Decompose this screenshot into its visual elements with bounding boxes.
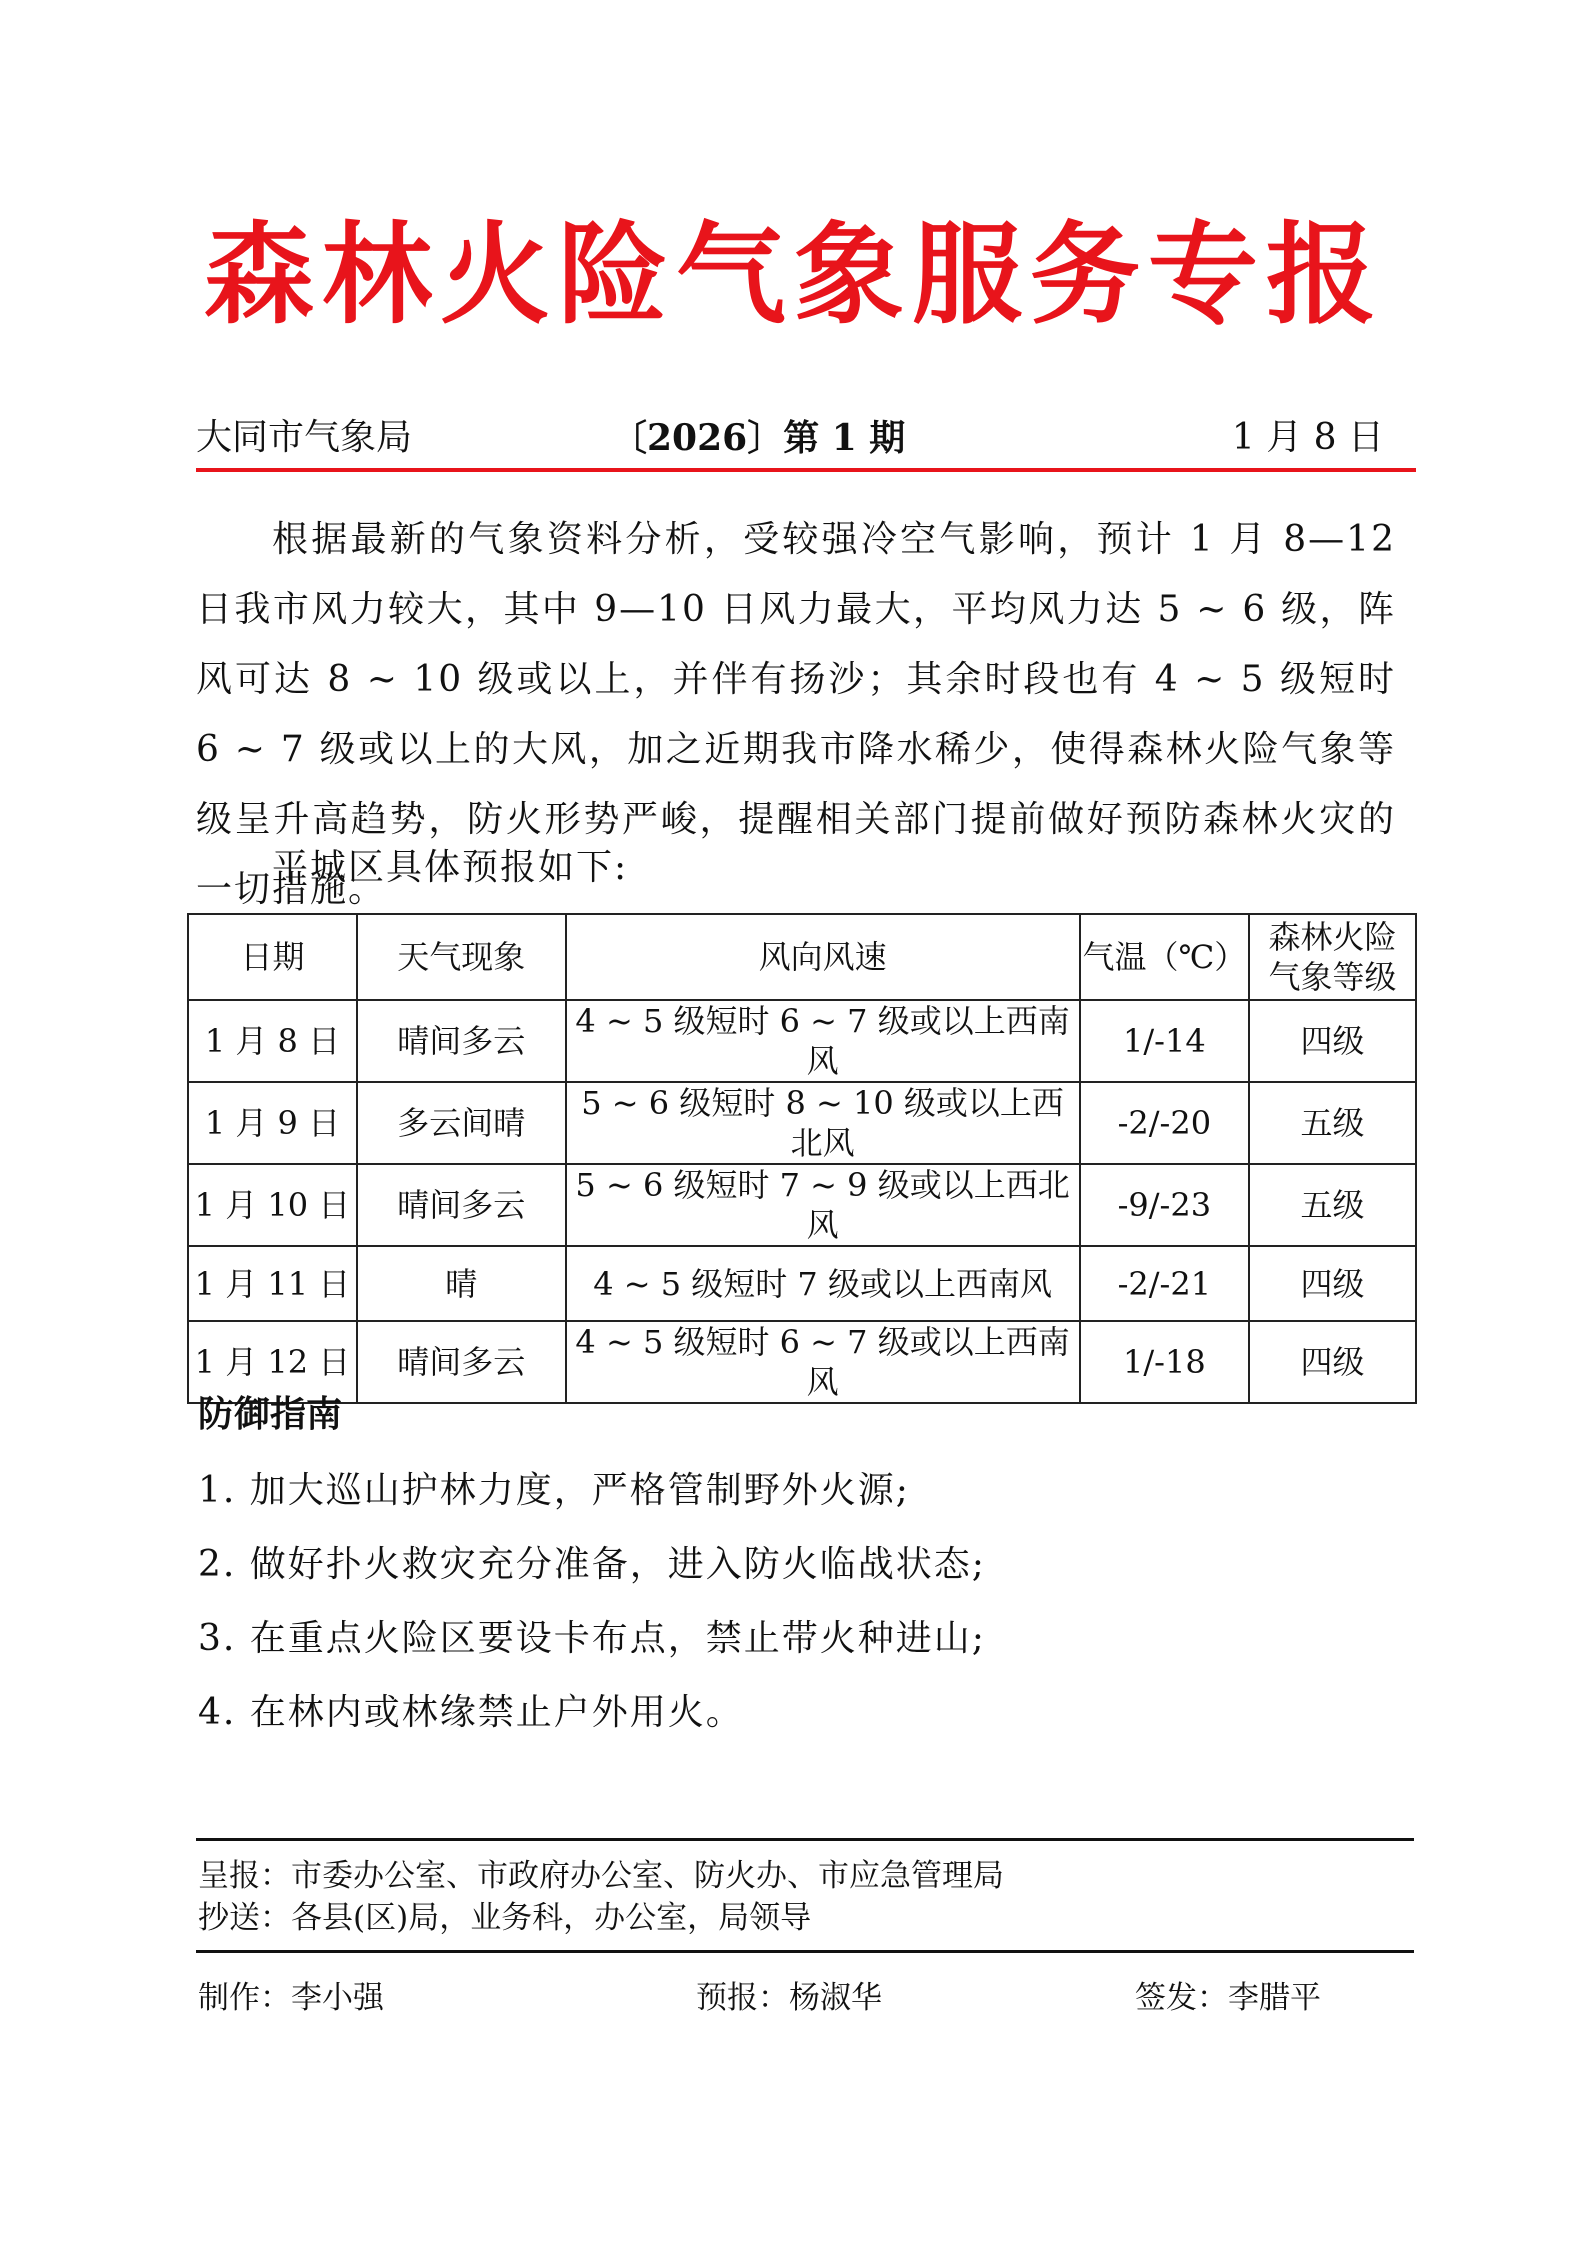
- issue-date: 1 月 8 日: [1231, 417, 1384, 458]
- table-row: [188, 1321, 1416, 1403]
- cell-date: 1 月 12 日: [188, 1321, 357, 1403]
- distribution-bottom-rule: [196, 1950, 1414, 1953]
- issue-number: 〔2026〕第 1 期: [611, 417, 906, 459]
- red-divider: [196, 468, 1416, 472]
- cell-temperature: -2/-20: [1080, 1082, 1249, 1164]
- forecaster-signature: 预报：杨淑华: [696, 1980, 882, 2016]
- forecast-table: [187, 913, 1417, 1404]
- cell-temperature: -2/-21: [1080, 1246, 1249, 1321]
- header-fire-level-line2: 气象等级: [1268, 958, 1397, 996]
- report-title: 森林火险气象服务专报: [204, 211, 1384, 339]
- guide-item: 2. 做好扑火救灾充分准备，进入防火临战状态;: [198, 1544, 986, 1585]
- cell-fire-level: 四级: [1249, 1246, 1416, 1321]
- report-to-line: 呈报：市委办公室、市政府办公室、防火办、市应急管理局: [198, 1858, 1004, 1894]
- table-row: [188, 1164, 1416, 1246]
- cell-wind: 5 ~ 6 级短时 7 ~ 9 级或以上西北风: [566, 1164, 1080, 1246]
- header-wind: 风向风速: [566, 914, 1080, 1000]
- issue-header: [196, 408, 1392, 468]
- cell-wind: 4 ~ 5 级短时 7 级或以上西南风: [566, 1246, 1080, 1321]
- cell-wind: 4 ~ 5 级短时 6 ~ 7 级或以上西南风: [566, 1000, 1080, 1082]
- cell-fire-level: 四级: [1249, 1000, 1416, 1082]
- copy-to-line: 抄送：各县(区)局，业务科，办公室，局领导: [198, 1900, 812, 1936]
- intro-paragraph: 根据最新的气象资料分析，受较强冷空气影响，预计 1 月 8—12 日我市风力较大，其中 9—10 日风力最大，平均风力达 5 ~ 6 级，阵风可达 8 ~ 10 级或以上，并伴有扬沙；其余时段也有 4 ~ 5 级短时 6 ~ 7 级或以上的大风，加之近期我市降水稀少，使得森林火险气象等级呈升高趋势，防火形势严峻，提醒相关部门提前做好预防森林火灾的一切措施。: [196, 519, 1396, 910]
- cell-weather: 晴间多云: [357, 1321, 566, 1403]
- header-fire-level: [1249, 914, 1416, 1000]
- forecast-subheading: 平城区具体预报如下:: [272, 847, 629, 888]
- distribution-top-rule: [196, 1838, 1414, 1841]
- cell-fire-level: 五级: [1249, 1082, 1416, 1164]
- cell-temperature: 1/-14: [1080, 1000, 1249, 1082]
- issuer-signature: 签发：李腊平: [1135, 1980, 1321, 2016]
- guide-title: 防御指南: [198, 1394, 343, 1435]
- maker-signature: 制作：李小强: [198, 1980, 384, 2016]
- cell-weather: 晴间多云: [357, 1000, 566, 1082]
- cell-weather: 晴间多云: [357, 1164, 566, 1246]
- table-row: [188, 1082, 1416, 1164]
- table-header-row: [188, 914, 1416, 1000]
- cell-wind: 5 ~ 6 级短时 8 ~ 10 级或以上西北风: [566, 1082, 1080, 1164]
- cell-fire-level: 四级: [1249, 1321, 1416, 1403]
- table-row: [188, 1246, 1416, 1321]
- cell-date: 1 月 8 日: [188, 1000, 357, 1082]
- guide-item: 4. 在林内或林缘禁止户外用火。: [198, 1692, 744, 1733]
- cell-date: 1 月 9 日: [188, 1082, 357, 1164]
- header-weather: 天气现象: [357, 914, 566, 1000]
- cell-date: 1 月 10 日: [188, 1164, 357, 1246]
- cell-weather: 多云间晴: [357, 1082, 566, 1164]
- cell-fire-level: 五级: [1249, 1164, 1416, 1246]
- guide-item: 3. 在重点火险区要设卡布点，禁止带火种进山;: [198, 1618, 986, 1659]
- cell-temperature: -9/-23: [1080, 1164, 1249, 1246]
- table-row: [188, 1000, 1416, 1082]
- header-fire-level-line1: 森林火险: [1268, 918, 1397, 956]
- header-temperature: 气温（℃）: [1080, 914, 1249, 1000]
- cell-weather: 晴: [357, 1246, 566, 1321]
- guide-item: 1. 加大巡山护林力度，严格管制野外火源;: [198, 1470, 910, 1511]
- issuing-organization: 大同市气象局: [196, 417, 413, 458]
- header-date: 日期: [188, 914, 357, 1000]
- cell-date: 1 月 11 日: [188, 1246, 357, 1321]
- cell-temperature: 1/-18: [1080, 1321, 1249, 1403]
- cell-wind: 4 ~ 5 级短时 6 ~ 7 级或以上西南风: [566, 1321, 1080, 1403]
